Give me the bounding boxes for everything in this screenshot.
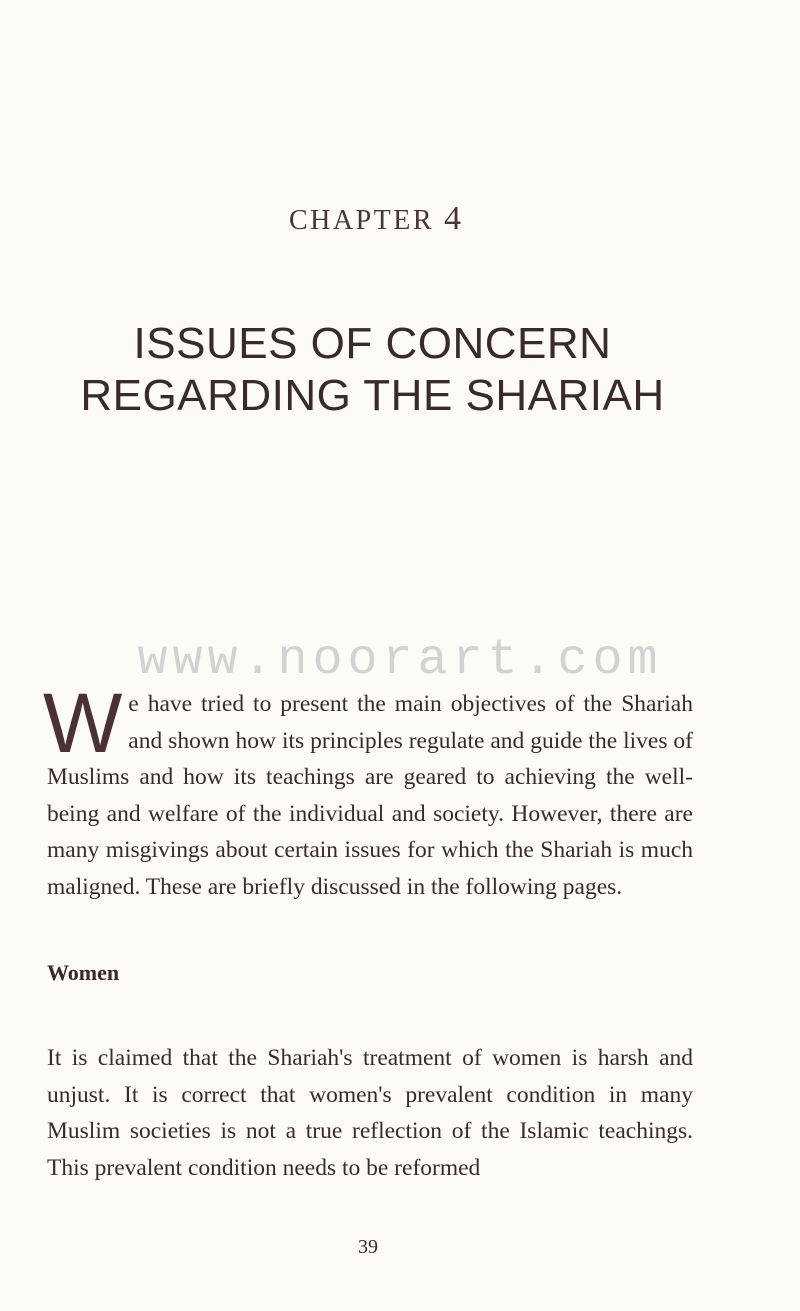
chapter-title-line-2: REGARDING THE SHARIAH [80,371,665,420]
intro-paragraph-text: e have tried to present the main objectives of the Shariah and shown how its principles regulate and guide the lives of Muslims and how its teachings are geared to achieving the well-being and welfare of the individual and society. However, there are many misgivings about certain issues for which the Shariah is much maligned. These are briefly discussed in the following pages. [47,691,693,900]
section-heading: Women [47,960,120,985]
chapter-title [0,318,745,422]
page-number: 39 [358,1236,378,1258]
intro-paragraph [43,676,693,905]
women-paragraph: It is claimed that the Shariah's treatment of women is harsh and unjust. It is correct that women's prevalent condition in many Muslim societies is not a true reflection of the Islamic teachings. This prevalent condition needs to be reformed [47,1045,693,1181]
chapter-number: 4 [444,200,462,237]
chapter-title-line-1: ISSUES OF CONCERN [133,319,612,368]
drop-cap: W [43,676,123,770]
chapter-label-text: CHAPTER [288,205,435,236]
chapter-label [0,200,750,238]
watermark: www.noorart.com [137,632,663,689]
